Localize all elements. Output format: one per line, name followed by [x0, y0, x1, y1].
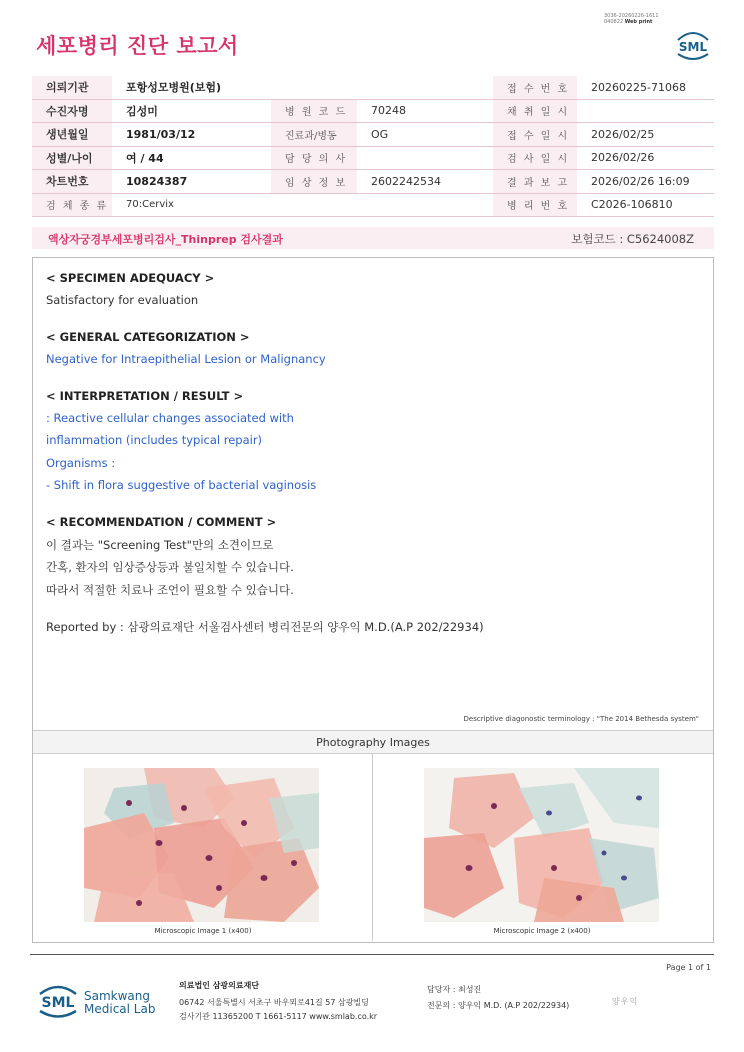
label-accession-no: 접 수 번 호 [493, 76, 577, 99]
table-row [32, 170, 714, 194]
value-requesting-org: 포항성모병원(보험) [112, 76, 493, 99]
specimen-adequacy-text: Satisfactory for evaluation [46, 293, 199, 307]
microscopic-image-2 [424, 768, 659, 922]
interpretation-line-2: inflammation (includes typical repair) [46, 433, 263, 447]
page-number: Page 1 of 1 [666, 963, 711, 972]
interpretation-line-1: : Reactive cellular changes associated with [46, 411, 294, 425]
label-sex-age: 성별/나이 [32, 146, 112, 170]
label-patient-name: 수진자명 [32, 99, 112, 123]
reported-by: Reported by : 삼광의료재단 서울검사센터 병리전문의 양우익 M.D.(A.P 202/22934) [46, 620, 484, 634]
recommendation-line-3: 따라서 적절한 치료나 조언이 필요할 수 있습니다. [46, 583, 294, 597]
label-requesting-org: 의뢰기관 [32, 76, 112, 99]
footer-address: 06742 서울특별시 서초구 바우뫼로41길 57 삼광빌딩 [179, 998, 369, 1007]
general-categorization-text: Negative for Intraepithelial Lesion or Malignancy [46, 352, 326, 366]
sml-logo-icon [674, 26, 712, 62]
value-collection-date [577, 99, 714, 123]
image-1-caption: Microscopic Image 1 (x400) [154, 927, 252, 935]
footer-contact: 검사기관 11365200 T 1661-5117 www.smlab.co.kr [179, 1012, 378, 1021]
value-received-date: 2026/02/25 [577, 123, 714, 147]
footer-organization: 의료법인 삼광의료재단 [179, 981, 260, 990]
footer-divider [30, 954, 714, 955]
bethesda-note: Descriptive diagonostic terminology : "The 2014 Bethesda system" [463, 715, 699, 723]
code-line-1: 3036-20260226-1611 [604, 13, 659, 19]
table-row [32, 193, 714, 217]
brand-line-1: Samkwang [84, 989, 150, 1003]
specimen-adequacy-heading: < SPECIMEN ADEQUACY > [46, 271, 215, 285]
label-hospital-code: 병 원 코 드 [271, 99, 357, 123]
value-hospital-code: 70248 [357, 99, 493, 123]
footer-logo-text: SML [41, 995, 75, 1011]
footer-staff-block [427, 982, 569, 1014]
code-line-2: 040822 [604, 19, 624, 25]
test-name: 액상자궁경부세포병리검사_Thinprep 검사결과 [48, 233, 283, 246]
label-result-report: 결 과 보 고 [493, 170, 577, 194]
general-categorization-heading: < GENERAL CATEGORIZATION > [46, 330, 250, 344]
label-specimen-type: 검 체 종 류 [32, 193, 112, 217]
brand-line-2: Medical Lab [84, 1002, 156, 1016]
specialist-signature: 양우익 [612, 997, 639, 1006]
table-row [32, 76, 714, 99]
footer-brand [84, 990, 155, 1016]
image-2-caption: Microscopic Image 2 (x400) [493, 927, 591, 935]
value-accession-no: 20260225-71068 [577, 76, 714, 99]
patient-info-table [32, 76, 714, 217]
interpretation-line-4: - Shift in flora suggestive of bacterial vaginosis [46, 478, 317, 492]
logo-text: SML [678, 40, 708, 54]
label-collection-date: 채 취 일 시 [493, 99, 577, 123]
web-print-label: Web print [624, 19, 653, 25]
recommendation-line-1: 이 결과는 "Screening Test"만의 소견이므로 [46, 538, 274, 552]
value-sex-age: 여 / 44 [112, 146, 271, 170]
footer-staff: 담당자 : 최성진 [427, 985, 482, 994]
table-row [32, 146, 714, 170]
value-pathology-no: C2026-106810 [577, 193, 714, 217]
value-department: OG [357, 123, 493, 147]
label-department: 진료과/병동 [271, 123, 357, 147]
value-birth-date: 1981/03/12 [112, 123, 271, 147]
value-specimen-type: 70:Cervix [112, 193, 493, 217]
footer-specialist: 전문의 : 양우익 M.D. (A.P 202/22934) [427, 1001, 570, 1010]
insurance-code: 보험코드 : C5624008Z [571, 232, 694, 246]
value-clinical-info: 2602242534 [357, 170, 493, 194]
value-result-report: 2026/02/26 16:09 [577, 170, 714, 194]
label-physician: 담 당 의 사 [271, 146, 357, 170]
sml-footer-logo-icon [36, 980, 80, 1020]
recommendation-line-2: 간혹, 환자의 임상증상등과 불일치할 수 있습니다. [46, 560, 294, 574]
interpretation-line-3: Organisms : [46, 456, 116, 470]
interpretation-heading: < INTERPRETATION / RESULT > [46, 389, 244, 403]
label-chart-no: 차트번호 [32, 170, 112, 194]
label-received-date: 접 수 일 시 [493, 123, 577, 147]
print-code [604, 13, 684, 25]
table-row [32, 99, 714, 123]
footer-address-block [179, 996, 377, 1024]
label-test-date: 검 사 일 시 [493, 146, 577, 170]
report-title: 세포병리 진단 보고서 [36, 34, 239, 58]
table-row [32, 123, 714, 147]
recommendation-heading: < RECOMMENDATION / COMMENT > [46, 515, 277, 529]
value-chart-no: 10824387 [112, 170, 271, 194]
photo-section-title: Photography Images [316, 736, 430, 749]
value-test-date: 2026/02/26 [577, 146, 714, 170]
microscopic-image-1 [84, 768, 319, 922]
label-pathology-no: 병 리 번 호 [493, 193, 577, 217]
label-birth-date: 생년월일 [32, 123, 112, 147]
photo-divider [372, 753, 373, 941]
value-physician [357, 146, 493, 170]
value-patient-name: 김성미 [112, 99, 271, 123]
label-clinical-info: 임 상 정 보 [271, 170, 357, 194]
